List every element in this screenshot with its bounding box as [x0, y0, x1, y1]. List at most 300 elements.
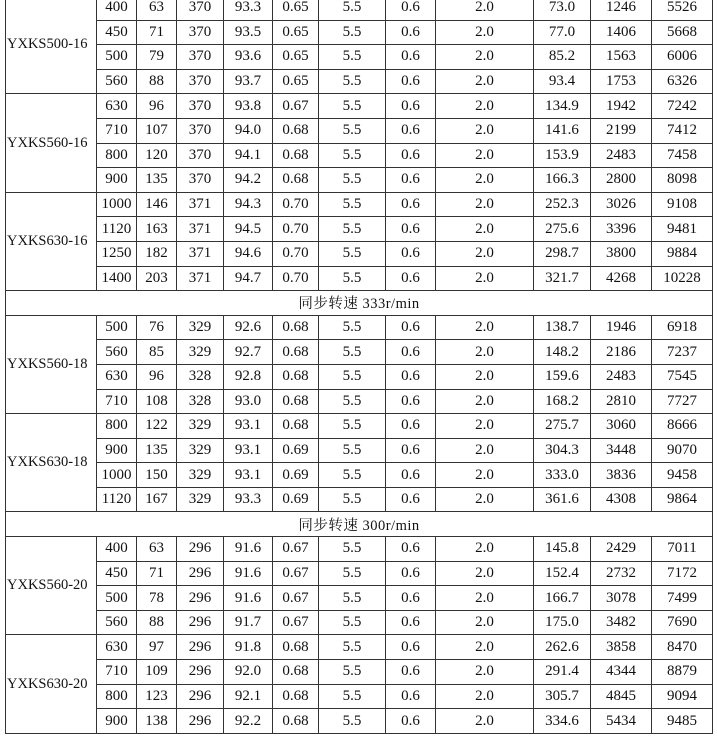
section-heading: 同步转速 300r/min [6, 512, 713, 537]
value-cell: 92.2 [224, 709, 273, 734]
value-cell: 93.7 [224, 69, 273, 94]
value-cell: 0.6 [386, 709, 436, 734]
value-cell: 630 [97, 94, 137, 119]
value-cell: 900 [97, 438, 137, 463]
value-cell: 5.5 [319, 438, 386, 463]
value-cell: 0.6 [386, 586, 436, 611]
value-cell: 91.6 [224, 561, 273, 586]
value-cell: 5.5 [319, 561, 386, 586]
value-cell: 710 [97, 118, 137, 143]
value-cell: 800 [97, 684, 137, 709]
value-cell: 500 [97, 586, 137, 611]
table-row [6, 168, 713, 193]
value-cell: 2.0 [436, 709, 534, 734]
value-cell: 2.0 [436, 0, 534, 20]
value-cell: 0.70 [273, 266, 319, 291]
value-cell: 0.6 [386, 610, 436, 635]
value-cell: 0.6 [386, 660, 436, 685]
table-row [6, 143, 713, 168]
value-cell: 2810 [591, 389, 652, 414]
value-cell: 291.4 [534, 660, 591, 685]
model-cell: YXKS630-20 [6, 635, 97, 733]
value-cell: 5.5 [319, 537, 386, 562]
value-cell: 630 [97, 635, 137, 660]
value-cell: 500 [97, 45, 137, 70]
value-cell: 5.5 [319, 389, 386, 414]
value-cell: 2.0 [436, 487, 534, 512]
value-cell: 3396 [591, 217, 652, 242]
value-cell: 7458 [652, 143, 713, 168]
value-cell: 153.9 [534, 143, 591, 168]
value-cell: 94.2 [224, 168, 273, 193]
table-row [6, 561, 713, 586]
value-cell: 296 [177, 610, 224, 635]
value-cell: 5.5 [319, 20, 386, 45]
value-cell: 1120 [97, 217, 137, 242]
value-cell: 7242 [652, 94, 713, 119]
value-cell: 1753 [591, 69, 652, 94]
value-cell: 0.6 [386, 20, 436, 45]
value-cell: 134.9 [534, 94, 591, 119]
value-cell: 800 [97, 143, 137, 168]
value-cell: 0.6 [386, 315, 436, 340]
value-cell: 2.0 [436, 192, 534, 217]
value-cell: 5.5 [319, 241, 386, 266]
value-cell: 329 [177, 414, 224, 439]
value-cell: 0.67 [273, 537, 319, 562]
value-cell: 10228 [652, 266, 713, 291]
value-cell: 1120 [97, 487, 137, 512]
value-cell: 0.69 [273, 463, 319, 488]
value-cell: 0.6 [386, 561, 436, 586]
value-cell: 135 [137, 168, 177, 193]
value-cell: 92.7 [224, 340, 273, 365]
value-cell: 5.5 [319, 192, 386, 217]
value-cell: 262.6 [534, 635, 591, 660]
value-cell: 329 [177, 340, 224, 365]
value-cell: 182 [137, 241, 177, 266]
model-cell: YXKS560-20 [6, 537, 97, 635]
value-cell: 0.67 [273, 94, 319, 119]
value-cell: 6006 [652, 45, 713, 70]
value-cell: 0.65 [273, 45, 319, 70]
value-cell: 94.1 [224, 143, 273, 168]
value-cell: 5.5 [319, 94, 386, 119]
value-cell: 7237 [652, 340, 713, 365]
value-cell: 5.5 [319, 168, 386, 193]
value-cell: 122 [137, 414, 177, 439]
value-cell: 1563 [591, 45, 652, 70]
value-cell: 2.0 [436, 537, 534, 562]
value-cell: 329 [177, 315, 224, 340]
value-cell: 6326 [652, 69, 713, 94]
value-cell: 150 [137, 463, 177, 488]
value-cell: 296 [177, 635, 224, 660]
section-heading: 同步转速 333r/min [6, 291, 713, 316]
value-cell: 0.6 [386, 487, 436, 512]
value-cell: 203 [137, 266, 177, 291]
value-cell: 2.0 [436, 610, 534, 635]
value-cell: 3836 [591, 463, 652, 488]
value-cell: 1246 [591, 0, 652, 20]
value-cell: 7727 [652, 389, 713, 414]
value-cell: 93.8 [224, 94, 273, 119]
value-cell: 93.6 [224, 45, 273, 70]
table-row [6, 340, 713, 365]
value-cell: 9458 [652, 463, 713, 488]
value-cell: 96 [137, 94, 177, 119]
value-cell: 3482 [591, 610, 652, 635]
model-cell: YXKS560-16 [6, 94, 97, 192]
value-cell: 7690 [652, 610, 713, 635]
value-cell: 2199 [591, 118, 652, 143]
table-row [6, 487, 713, 512]
table-row [6, 610, 713, 635]
value-cell: 370 [177, 69, 224, 94]
value-cell: 296 [177, 709, 224, 734]
value-cell: 370 [177, 168, 224, 193]
table-row [6, 463, 713, 488]
value-cell: 135 [137, 438, 177, 463]
value-cell: 1400 [97, 266, 137, 291]
value-cell: 370 [177, 20, 224, 45]
value-cell: 5526 [652, 0, 713, 20]
value-cell: 3060 [591, 414, 652, 439]
value-cell: 2.0 [436, 561, 534, 586]
value-cell: 275.7 [534, 414, 591, 439]
value-cell: 2.0 [436, 69, 534, 94]
value-cell: 328 [177, 389, 224, 414]
value-cell: 9485 [652, 709, 713, 734]
value-cell: 3800 [591, 241, 652, 266]
value-cell: 88 [137, 610, 177, 635]
value-cell: 9070 [652, 438, 713, 463]
value-cell: 2.0 [436, 463, 534, 488]
value-cell: 0.67 [273, 561, 319, 586]
value-cell: 138 [137, 709, 177, 734]
table-row [6, 69, 713, 94]
value-cell: 94.5 [224, 217, 273, 242]
value-cell: 85.2 [534, 45, 591, 70]
table-row [6, 586, 713, 611]
value-cell: 2.0 [436, 315, 534, 340]
value-cell: 5.5 [319, 69, 386, 94]
section-row [6, 512, 713, 537]
value-cell: 361.6 [534, 487, 591, 512]
value-cell: 76 [137, 315, 177, 340]
value-cell: 1946 [591, 315, 652, 340]
value-cell: 3858 [591, 635, 652, 660]
value-cell: 5.5 [319, 45, 386, 70]
table-row [6, 438, 713, 463]
value-cell: 2.0 [436, 118, 534, 143]
value-cell: 710 [97, 660, 137, 685]
value-cell: 93.4 [534, 69, 591, 94]
value-cell: 321.7 [534, 266, 591, 291]
value-cell: 2.0 [436, 217, 534, 242]
value-cell: 1942 [591, 94, 652, 119]
value-cell: 5.5 [319, 0, 386, 20]
value-cell: 94.0 [224, 118, 273, 143]
value-cell: 9884 [652, 241, 713, 266]
value-cell: 93.1 [224, 414, 273, 439]
value-cell: 92.8 [224, 364, 273, 389]
value-cell: 370 [177, 94, 224, 119]
value-cell: 800 [97, 414, 137, 439]
value-cell: 0.6 [386, 266, 436, 291]
value-cell: 91.6 [224, 586, 273, 611]
value-cell: 2.0 [436, 168, 534, 193]
value-cell: 152.4 [534, 561, 591, 586]
value-cell: 296 [177, 684, 224, 709]
value-cell: 7499 [652, 586, 713, 611]
value-cell: 2483 [591, 364, 652, 389]
value-cell: 96 [137, 364, 177, 389]
value-cell: 0.70 [273, 241, 319, 266]
value-cell: 0.68 [273, 660, 319, 685]
value-cell: 120 [137, 143, 177, 168]
value-cell: 450 [97, 561, 137, 586]
value-cell: 0.6 [386, 414, 436, 439]
value-cell: 3448 [591, 438, 652, 463]
value-cell: 630 [97, 364, 137, 389]
value-cell: 2.0 [436, 266, 534, 291]
value-cell: 296 [177, 561, 224, 586]
value-cell: 166.7 [534, 586, 591, 611]
value-cell: 5.5 [319, 414, 386, 439]
value-cell: 0.65 [273, 20, 319, 45]
value-cell: 296 [177, 537, 224, 562]
table-row [6, 635, 713, 660]
value-cell: 2.0 [436, 241, 534, 266]
value-cell: 5.5 [319, 586, 386, 611]
value-cell: 63 [137, 0, 177, 20]
value-cell: 0.68 [273, 340, 319, 365]
value-cell: 92.0 [224, 660, 273, 685]
value-cell: 3026 [591, 192, 652, 217]
value-cell: 5.5 [319, 118, 386, 143]
value-cell: 7011 [652, 537, 713, 562]
value-cell: 8666 [652, 414, 713, 439]
value-cell: 2.0 [436, 635, 534, 660]
motor-spec-table [5, 0, 713, 734]
value-cell: 0.6 [386, 537, 436, 562]
value-cell: 5.5 [319, 684, 386, 709]
table-row [6, 364, 713, 389]
value-cell: 8470 [652, 635, 713, 660]
value-cell: 8879 [652, 660, 713, 685]
value-cell: 0.67 [273, 610, 319, 635]
value-cell: 7412 [652, 118, 713, 143]
value-cell: 0.68 [273, 414, 319, 439]
value-cell: 2.0 [436, 45, 534, 70]
value-cell: 145.8 [534, 537, 591, 562]
value-cell: 2.0 [436, 143, 534, 168]
value-cell: 159.6 [534, 364, 591, 389]
table-row [6, 20, 713, 45]
value-cell: 333.0 [534, 463, 591, 488]
value-cell: 296 [177, 586, 224, 611]
value-cell: 88 [137, 69, 177, 94]
value-cell: 108 [137, 389, 177, 414]
value-cell: 0.65 [273, 69, 319, 94]
value-cell: 0.70 [273, 217, 319, 242]
value-cell: 2.0 [436, 389, 534, 414]
value-cell: 5.5 [319, 266, 386, 291]
value-cell: 0.6 [386, 241, 436, 266]
value-cell: 0.68 [273, 364, 319, 389]
value-cell: 329 [177, 487, 224, 512]
value-cell: 296 [177, 660, 224, 685]
value-cell: 400 [97, 537, 137, 562]
model-cell: YXKS560-18 [6, 315, 97, 413]
value-cell: 2800 [591, 168, 652, 193]
value-cell: 93.3 [224, 0, 273, 20]
value-cell: 1000 [97, 463, 137, 488]
value-cell: 0.6 [386, 45, 436, 70]
value-cell: 2732 [591, 561, 652, 586]
value-cell: 148.2 [534, 340, 591, 365]
value-cell: 5.5 [319, 340, 386, 365]
value-cell: 0.6 [386, 192, 436, 217]
value-cell: 7545 [652, 364, 713, 389]
value-cell: 92.6 [224, 315, 273, 340]
value-cell: 9094 [652, 684, 713, 709]
table-row [6, 192, 713, 217]
value-cell: 0.6 [386, 340, 436, 365]
table-row [6, 266, 713, 291]
value-cell: 71 [137, 20, 177, 45]
value-cell: 5434 [591, 709, 652, 734]
model-cell: YXKS630-16 [6, 192, 97, 290]
value-cell: 163 [137, 217, 177, 242]
value-cell: 2.0 [436, 438, 534, 463]
value-cell: 370 [177, 45, 224, 70]
value-cell: 710 [97, 389, 137, 414]
value-cell: 63 [137, 537, 177, 562]
value-cell: 329 [177, 463, 224, 488]
value-cell: 93.5 [224, 20, 273, 45]
value-cell: 2.0 [436, 586, 534, 611]
value-cell: 0.6 [386, 143, 436, 168]
table-row [6, 0, 713, 20]
value-cell: 78 [137, 586, 177, 611]
value-cell: 305.7 [534, 684, 591, 709]
value-cell: 166.3 [534, 168, 591, 193]
table-row [6, 414, 713, 439]
value-cell: 5.5 [319, 143, 386, 168]
value-cell: 0.68 [273, 709, 319, 734]
value-cell: 0.6 [386, 0, 436, 20]
value-cell: 3078 [591, 586, 652, 611]
value-cell: 2.0 [436, 684, 534, 709]
value-cell: 91.7 [224, 610, 273, 635]
value-cell: 85 [137, 340, 177, 365]
value-cell: 93.0 [224, 389, 273, 414]
value-cell: 1406 [591, 20, 652, 45]
value-cell: 5.5 [319, 610, 386, 635]
table-row [6, 94, 713, 119]
value-cell: 5.5 [319, 315, 386, 340]
value-cell: 0.65 [273, 0, 319, 20]
value-cell: 4268 [591, 266, 652, 291]
value-cell: 138.7 [534, 315, 591, 340]
value-cell: 2483 [591, 143, 652, 168]
value-cell: 0.6 [386, 94, 436, 119]
value-cell: 5.5 [319, 709, 386, 734]
table-row [6, 537, 713, 562]
value-cell: 5.5 [319, 635, 386, 660]
value-cell: 900 [97, 709, 137, 734]
value-cell: 9108 [652, 192, 713, 217]
value-cell: 94.3 [224, 192, 273, 217]
value-cell: 0.6 [386, 217, 436, 242]
value-cell: 175.0 [534, 610, 591, 635]
value-cell: 2.0 [436, 364, 534, 389]
value-cell: 370 [177, 0, 224, 20]
table-row [6, 389, 713, 414]
value-cell: 94.6 [224, 241, 273, 266]
value-cell: 109 [137, 660, 177, 685]
value-cell: 0.70 [273, 192, 319, 217]
value-cell: 0.6 [386, 389, 436, 414]
value-cell: 79 [137, 45, 177, 70]
value-cell: 0.68 [273, 143, 319, 168]
value-cell: 5.5 [319, 660, 386, 685]
value-cell: 0.6 [386, 684, 436, 709]
value-cell: 2.0 [436, 20, 534, 45]
table-row [6, 217, 713, 242]
value-cell: 0.68 [273, 168, 319, 193]
value-cell: 5.5 [319, 463, 386, 488]
model-cell: YXKS630-18 [6, 414, 97, 512]
value-cell: 0.6 [386, 118, 436, 143]
value-cell: 141.6 [534, 118, 591, 143]
value-cell: 97 [137, 635, 177, 660]
value-cell: 92.1 [224, 684, 273, 709]
value-cell: 900 [97, 168, 137, 193]
table-row [6, 118, 713, 143]
value-cell: 2.0 [436, 414, 534, 439]
value-cell: 2.0 [436, 660, 534, 685]
table-container [5, 0, 713, 734]
value-cell: 500 [97, 315, 137, 340]
value-cell: 94.7 [224, 266, 273, 291]
value-cell: 1000 [97, 192, 137, 217]
value-cell: 4308 [591, 487, 652, 512]
value-cell: 0.68 [273, 315, 319, 340]
value-cell: 6918 [652, 315, 713, 340]
value-cell: 107 [137, 118, 177, 143]
value-cell: 0.68 [273, 389, 319, 414]
value-cell: 2186 [591, 340, 652, 365]
value-cell: 9481 [652, 217, 713, 242]
value-cell: 560 [97, 69, 137, 94]
table-row [6, 315, 713, 340]
value-cell: 71 [137, 561, 177, 586]
value-cell: 0.6 [386, 635, 436, 660]
value-cell: 2.0 [436, 340, 534, 365]
table-row [6, 709, 713, 734]
value-cell: 0.68 [273, 635, 319, 660]
value-cell: 371 [177, 241, 224, 266]
value-cell: 0.69 [273, 438, 319, 463]
value-cell: 371 [177, 192, 224, 217]
value-cell: 371 [177, 217, 224, 242]
value-cell: 252.3 [534, 192, 591, 217]
value-cell: 328 [177, 364, 224, 389]
value-cell: 2429 [591, 537, 652, 562]
